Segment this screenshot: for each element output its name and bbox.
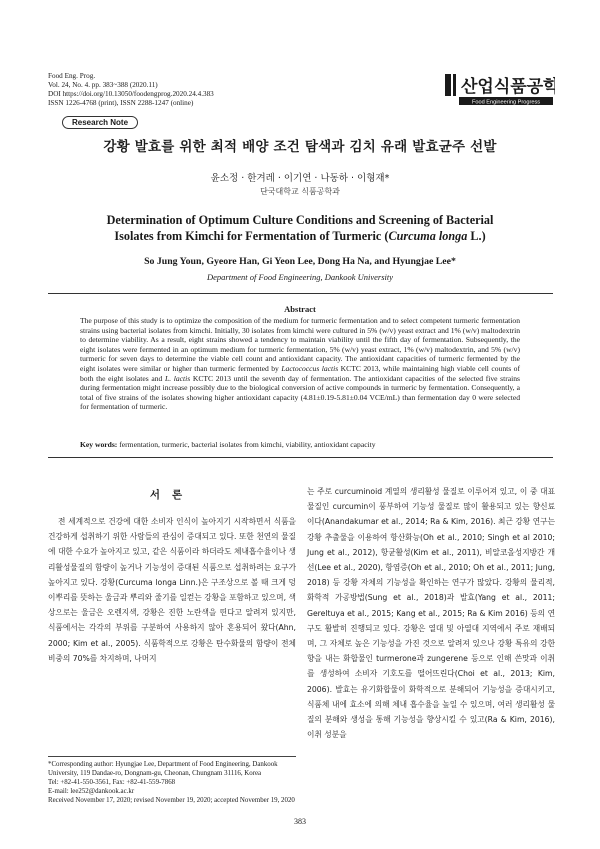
abstract-part2: KCTC 2013, while maintaining high viable cell counts of both the eight isolates and: [80, 363, 520, 383]
intro-left-column: 전 세계적으로 건강에 대한 소비자 인식이 높아지기 시작하면서 식품을 건강하게 섭취하기 위한 사람들의 관심이 증대되고 있다. 또한 천연의 물질에 대한 수요가 높아지고 있고, 같은 식품이라 하더라도 체내흡수율이나 생리활성물질의 함량이 높거나 기능성이 증대된 식품으로 섭취하려는 요구가 높아지고 있다. 강황(Curcuma longa Linn.)은 구조상으로 볼 때 크게 덩이뿌리를 뜻하는 울금과 뿌리와 줄기를 일컫는 강황을 포함하고 있으며, 색상으로는 울금은 오렌지색, 강황은 진한 노란색을 띤다고 알려져 있지만, 식품에서는 각각의 부위를 구분하여 사용하지 않아 혼용되어 왔다(Ahn, 2000; Kim et al., 2005). 식품학적으로 강황은 탄수화물의 함량이 전체 비중의 70%를 차지하며, 나머지: [48, 517, 296, 663]
abstract-top-rule: [48, 293, 553, 294]
abstract-part3: KCTC 2013 until the seventh day of fermentation. The antioxidant capacities of the selected five strains during fermentation might increase possibly due to the biological conversion of active compounds in turmeric by fermentation. Consequently, a total of five strains of the isolates showing higher antioxidant capacity (4.81±0.19-5.81±0.04 VCE/mL) than fermentation day 0 were selected for fermentation of turmeric.: [80, 373, 520, 412]
journal-logo: [445, 70, 555, 108]
section-heading-introduction: 서론: [149, 489, 195, 501]
title-english-line2-pre: Isolates from Kimchi for Fermentation of Turmeric (: [114, 229, 389, 243]
title-korean: 강황 발효를 위한 최적 배양 조건 탐색과 김치 유래 발효균주 선발: [103, 139, 497, 155]
journal-issn: ISSN 1226-4768 (print), ISSN 2288-1247 (online): [48, 99, 194, 107]
journal-logo-graphic: [445, 70, 555, 108]
abstract-species2: L. lactis: [164, 373, 191, 383]
abstract-species1: Lactococcus lactis: [281, 363, 339, 373]
logo-korean: 산업식품공학: [461, 77, 555, 97]
journal-doi[interactable]: DOI https://doi.org/10.13050/foodengprog.2020.24.4.383: [48, 90, 214, 98]
title-english-line1: Determination of Optimum Culture Conditions and Screening of Bacterial: [106, 213, 494, 227]
journal-meta: [48, 72, 214, 108]
logo-english: Food Engineering Progress: [471, 99, 541, 106]
authors-korean: 윤소정 · 한겨레 · 이기연 · 나동하 · 이형재*: [210, 173, 390, 184]
keywords-label: Key words:: [80, 440, 118, 449]
footnote-corresponding: *Corresponding author: Hyungjae Lee, Department of Food Engineering, Dankook University, 119 Dandae-ro, Dongnam-gu, Cheonan, Chungnam 31116, Korea: [48, 761, 278, 777]
footnote-rule: [48, 756, 296, 757]
abstract-part1: The purpose of this study is to optimize the composition of the medium for turmeric fermentation and to select competent turmeric fermentation strains using bacterial isolates from kimchi. Initially, 30 isolates from kimchi were cultured in 5% (w/v) yeast extract and 1% (w/v) maltodextrin to determine viability. As a result, eight strains showed a tendency to maintain viability until the fifth day of fermentation. Subsequently, the eight isolates were fermented in an optimum medium for turmeric fermentation, 5% (w/v) yeast extract, 1% (w/v) maltodextrin, and 5% (w/v) turmeric for seven days to determine the viable cell count and antioxidant capacity. The antioxidant capacities of turmeric fermented by the eight isolates were similar or higher than turmeric fermented by: [80, 316, 520, 373]
affiliation-english: Department of Food Engineering, Dankook University: [206, 272, 394, 282]
page-number: 383: [294, 817, 306, 826]
footnote-email[interactable]: E-mail: lee252@dankook.ac.kr: [48, 788, 135, 795]
keywords-text: fermentation, turmeric, bacterial isolates from kimchi, viability, antioxidant capacity: [119, 440, 376, 449]
affiliation-korean: 단국대학교 식품공학과: [260, 187, 340, 196]
abstract-heading: Abstract: [284, 304, 316, 314]
title-english: [60, 212, 540, 244]
title-english-line2: [60, 228, 540, 244]
title-english-line2-post: L.): [467, 229, 486, 243]
footnote: [48, 760, 296, 805]
abstract-body: [80, 316, 520, 412]
title-english-species: Curcuma longa: [388, 229, 468, 243]
footnote-tel: Tel: +82-41-550-3561, Fax: +82-41-559-7868: [48, 779, 176, 786]
abstract-bottom-rule: [48, 457, 553, 458]
footnote-received: Received November 17, 2020; revised November 19, 2020; accepted November 19, 2020: [48, 797, 295, 804]
journal-name: Food Eng. Prog.: [48, 72, 96, 80]
journal-volume: Vol. 24, No. 4. pp. 383~388 (2020.11): [48, 81, 158, 89]
keywords: [80, 440, 520, 450]
intro-right-column: 는 주로 curcuminoid 계열의 생리활성 물질로 이루어져 있고, 이 중 대표 물질인 curcumin이 풍부하여 기능성 물질로 많이 활용되고 있는 향신료이다(Anandakumar et al., 2014; Ra & Kim, 2016). 최근 강황 연구는 강황 추출물을 이용하여 항산화능(Oh et al., 2010; Singh et al 2010; Jung et al., 2012), 항균활성(Kim et al., 2011), 비알코올성지방간 개선(Lee et al., 2020), 항염증(Oh et al., 2010; Oh et al., 2011; Jung, 2018) 등 강황 자체의 기능성을 확인하는 연구가 많았다. 강황의 물리적, 화학적 가공방법(Sung et al., 2018)과 발효(Yang et al., 2011; Gereltuya et al., 2015; Kang et al., 2015; Ra & Kim 2016) 등의 연구도 활발히 진행되고 있다. 강황은 열대 및 아열대 지역에서 주로 재배되며, 그 자체로 높은 기능성을 가진 것으로 알려져 있으나 강황 특유의 강한 향을 내는 화합물인 turmerone과 zungerene 등으로 인해 쓴맛과 이취를 생성하여 소비자 기호도를 떨어뜨린다(Choi et al., 2013; Kim, 2006). 발효는 유기화합물이 화학적으로 분해되어 기능성을 증대시키고, 식품체 내에 효소에 의해 체내 흡수율을 높일 수 있으며, 여러 생리활성 물질의 분해와 생성을 통해 기능성을 향상시킬 수 있고(Ra & Kim, 2016), 이취 성분을: [307, 487, 555, 740]
authors-english: So Jung Youn, Gyeore Han, Gi Yeon Lee, Dong Ha Na, and Hyungjae Lee*: [144, 256, 456, 267]
article-type-badge: Research Note: [62, 116, 138, 129]
